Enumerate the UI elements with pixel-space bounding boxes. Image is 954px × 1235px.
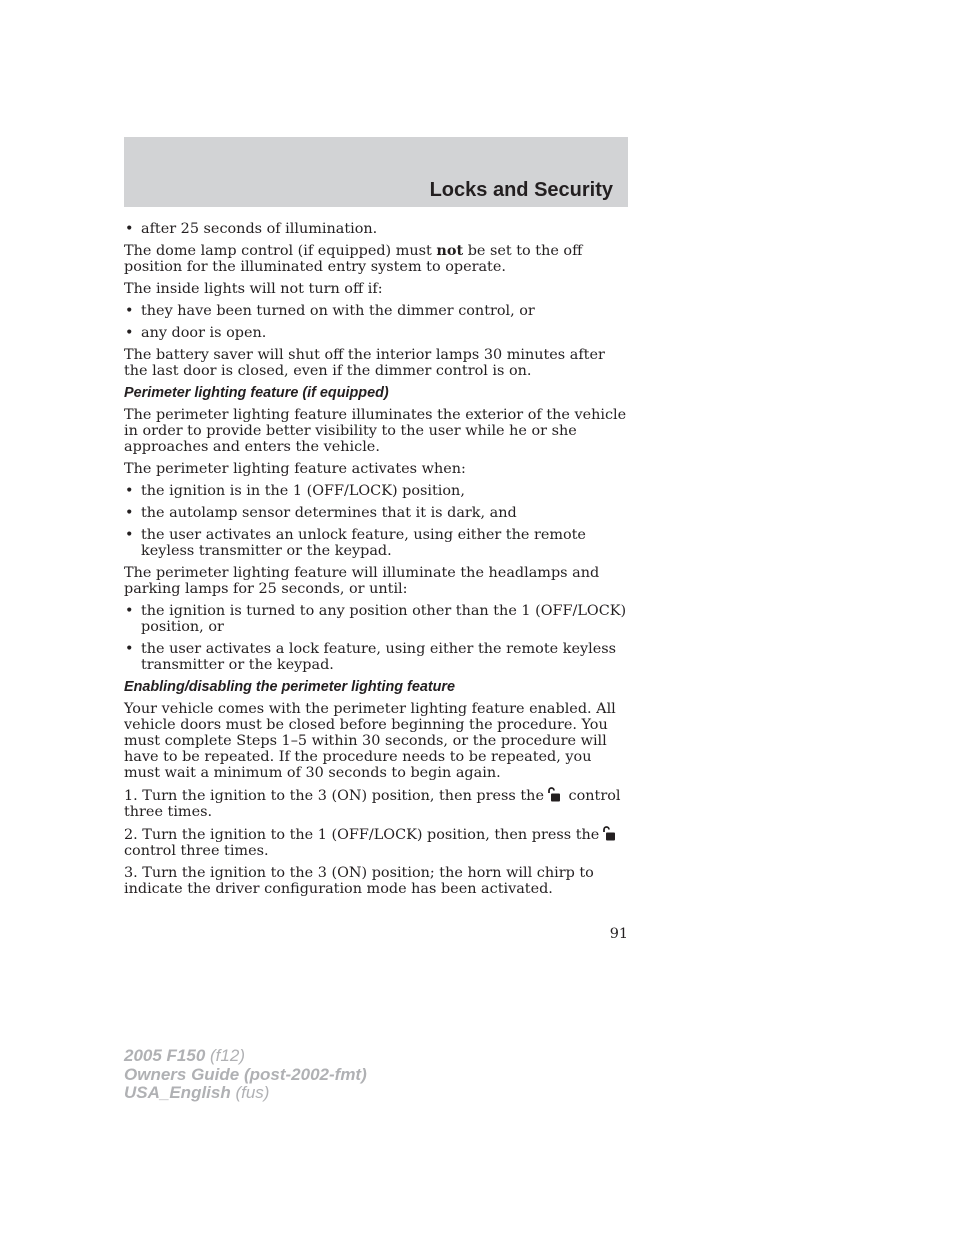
- unlock-icon: [547, 787, 561, 802]
- step-3: 3. Turn the ignition to the 3 (ON) position; the horn will chirp to indicate the driver configuration mode has been activated.: [124, 865, 594, 897]
- paragraph: The dome lamp control (if equipped) must not be set to the off position for the illuminated entry system to operate.: [124, 242, 583, 275]
- section-header-band: [124, 137, 628, 207]
- document-footer: [124, 1047, 367, 1103]
- bullet-item: • any door is open.: [125, 325, 267, 341]
- section-title: Locks and Security: [429, 179, 613, 201]
- subheading: Enabling/disabling the perimeter lighting feature: [124, 679, 456, 695]
- paragraph: The perimeter lighting feature will illuminate the headlamps and parking lamps for 25 seconds, or until:: [124, 565, 600, 597]
- unlock-icon: [602, 826, 616, 841]
- footer-line-1: 2005 F150 (f12): [124, 1046, 245, 1065]
- bullet-item: • the user activates a lock feature, using either the remote keyless transmitter or the keypad.: [125, 641, 616, 673]
- bullet-dot: •: [125, 221, 134, 237]
- paragraph: The perimeter lighting feature illuminates the exterior of the vehicle in order to provide better visibility to the user while he or she approaches and enters the vehicle.: [124, 407, 627, 455]
- footer-line-2: Owners Guide (post-2002-fmt): [124, 1064, 367, 1084]
- bullet-dot: •: [125, 505, 134, 521]
- page-content: [124, 221, 628, 903]
- bullet-dot: •: [125, 303, 134, 319]
- bullet-dot: •: [125, 603, 134, 619]
- paragraph: The battery saver will shut off the interior lamps 30 minutes after the last door is closed, even if the dimmer control is on.: [124, 347, 605, 379]
- bullet-dot: •: [125, 641, 134, 657]
- bullet-dot: •: [125, 325, 134, 341]
- bullet-item: • the user activates an unlock feature, using either the remote keyless transmitter or the keypad.: [125, 527, 586, 559]
- paragraph: Your vehicle comes with the perimeter lighting feature enabled. All vehicle doors must be closed before beginning the procedure. You must complete Steps 1–5 within 30 seconds, or the procedure will have to be repeated. If the procedure needs to be repeated, you must wait a minimum of 30 seconds to begin again.: [124, 701, 616, 781]
- subheading: Perimeter lighting feature (if equipped): [124, 385, 389, 401]
- paragraph: The perimeter lighting feature activates when:: [124, 461, 466, 477]
- footer-line-3: USA_English (fus): [124, 1083, 270, 1102]
- step-2: 2. Turn the ignition to the 1 (OFF/LOCK) position, then press the control three times.: [124, 826, 628, 859]
- bullet-item: • the ignition is in the 1 (OFF/LOCK) position,: [125, 483, 465, 499]
- paragraph: The inside lights will not turn off if:: [124, 281, 383, 297]
- bullet-item: • after 25 seconds of illumination.: [125, 221, 378, 237]
- bullet-dot: •: [125, 483, 134, 499]
- page-number: 91: [609, 926, 628, 942]
- emphasis-not: not: [436, 242, 464, 259]
- bullet-item: • they have been turned on with the dimmer control, or: [125, 303, 535, 319]
- step-1: 1. Turn the ignition to the 3 (ON) position, then press the control three times.: [124, 788, 621, 820]
- bullet-item: • the ignition is turned to any position other than the 1 (OFF/LOCK) position, or: [125, 603, 627, 635]
- bullet-item: • the autolamp sensor determines that it is dark, and: [125, 505, 517, 521]
- bullet-dot: •: [125, 527, 134, 543]
